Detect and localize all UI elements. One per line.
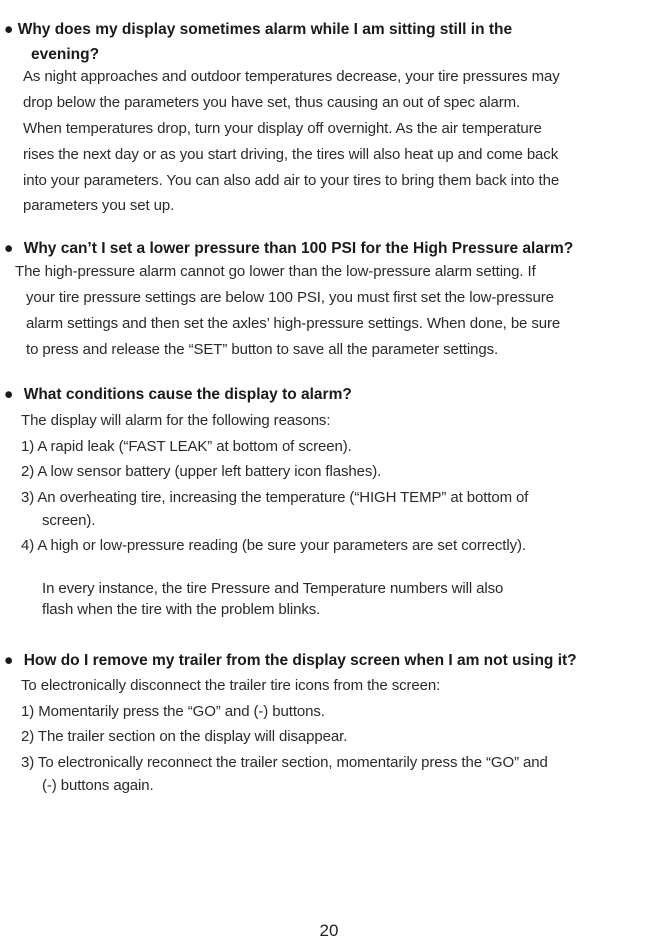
answer-line: to press and release the “SET” button to save all the parameter settings. bbox=[26, 341, 499, 358]
answer-line: drop below the parameters you have set, thus causing an out of spec alarm. bbox=[23, 94, 521, 111]
answer-line: your tire pressure settings are below 100 PSI, you must first set the low-pressure bbox=[26, 289, 554, 306]
bullet-icon: ● bbox=[4, 652, 14, 669]
list-item-continuation: screen). bbox=[42, 512, 96, 529]
answer-line: into your parameters. You can also add air to your tires to bring them back into the bbox=[23, 172, 560, 189]
list-item: 2) A low sensor battery (upper left battery icon flashes). bbox=[21, 463, 382, 480]
answer-line: rises the next day or as you start driving, the tires will also heat up and come back bbox=[23, 146, 559, 163]
question-line: evening? bbox=[31, 46, 100, 63]
page-number: 20 bbox=[319, 921, 339, 940]
bullet-icon: ● bbox=[4, 21, 14, 38]
list-item: 1) A rapid leak (“FAST LEAK” at bottom of screen). bbox=[21, 438, 352, 455]
answer-line: When temperatures drop, turn your display off overnight. As the air temperature bbox=[23, 120, 542, 137]
answer-line: alarm settings and then set the axles’ high-pressure settings. When done, be sure bbox=[26, 315, 561, 332]
answer-line: To electronically disconnect the trailer tire icons from the screen: bbox=[21, 677, 441, 694]
list-item: 3) An overheating tire, increasing the temperature (“HIGH TEMP” at bottom of bbox=[21, 489, 529, 506]
list-item: 1) Momentarily press the “GO” and (-) buttons. bbox=[21, 703, 325, 720]
bullet-icon: ● bbox=[4, 240, 14, 257]
faq-question-1 bbox=[4, 19, 512, 40]
note-line: In every instance, the tire Pressure and Temperature numbers will also bbox=[42, 580, 504, 597]
faq-question-3 bbox=[4, 384, 352, 405]
list-item: 3) To electronically reconnect the trailer section, momentarily press the “GO” and bbox=[21, 754, 548, 771]
note-line: flash when the tire with the problem blinks. bbox=[42, 601, 321, 618]
question-line: Why can’t I set a lower pressure than 100 PSI for the High Pressure alarm? bbox=[23, 240, 574, 257]
list-item-continuation: (-) buttons again. bbox=[42, 777, 154, 794]
list-item: 2) The trailer section on the display will disappear. bbox=[21, 728, 348, 745]
bullet-icon: ● bbox=[4, 386, 14, 403]
answer-line: The high-pressure alarm cannot go lower than the low-pressure alarm setting. If bbox=[15, 263, 536, 280]
question-line: How do I remove my trailer from the display screen when I am not using it? bbox=[23, 652, 577, 669]
answer-line: As night approaches and outdoor temperatures decrease, your tire pressures may bbox=[23, 68, 560, 85]
answer-line: The display will alarm for the following reasons: bbox=[21, 412, 331, 429]
question-line: What conditions cause the display to alarm? bbox=[23, 386, 352, 403]
faq-question-4 bbox=[4, 650, 577, 671]
list-item: 4) A high or low-pressure reading (be sure your parameters are set correctly). bbox=[21, 537, 526, 554]
question-line: Why does my display sometimes alarm while I am sitting still in the bbox=[17, 21, 513, 38]
answer-line: parameters you set up. bbox=[23, 197, 175, 214]
faq-question-2 bbox=[4, 238, 573, 259]
